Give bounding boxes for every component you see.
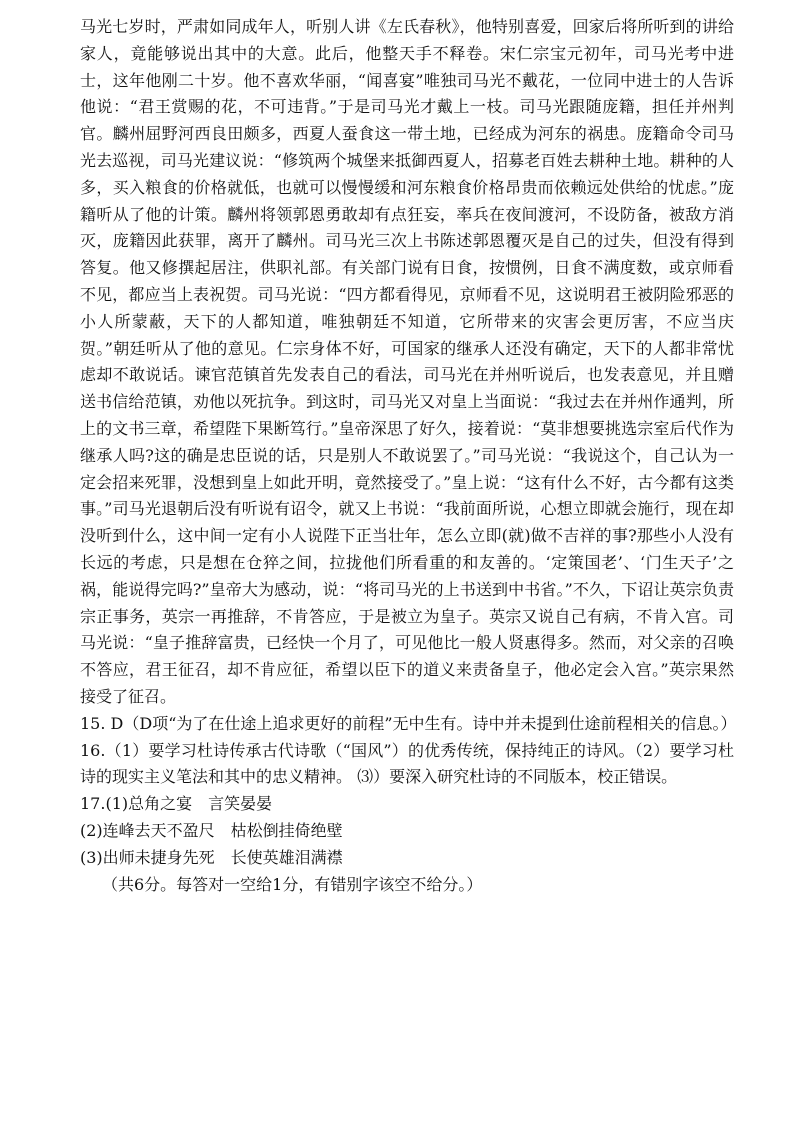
answer-q17-3: (3)出师未捷身先死 长使英雄泪满襟 [80,847,343,867]
document-page [80,14,737,898]
scoring-note: （共6分。每答对一空给1分，有错别字该空不给分。） [102,874,483,894]
answer-q17-2: (2)连峰去天不盈尺 枯松倒挂倚绝壁 [80,820,343,840]
answer-q15: 15. D（D项“为了在仕途上追求更好的前程”无中生有。诗中并未提到仕途前程相关的信息。） [80,713,737,733]
answer-q16: 16.（1）要学习杜诗传承古代诗歌（“国风”）的优秀传统，保持纯正的诗风。（2）要学习杜诗的现实主义笔法和其中的忠义精神。 ⑶）要深入研究杜诗的不同版本，校正错误。 [80,740,734,787]
translation-passage: 马光七岁时，严肃如同成年人，听别人讲《左氏春秋》，他特别喜爱，回家后将所听到的讲给家人，竟能够说出其中的大意。此后，他整天手不释卷。宋仁宗宝元初年，司马光考中进士，这年他刚二十岁。他不喜欢华丽，“闻喜宴”唯独司马光不戴花，一位同中进士的人告诉他说：“君王赏赐的花，不可违背。”于是司马光才戴上一枝。司马光跟随庞籍，担任并州判官。麟州屈野河西良田颇多，西夏人蚕食这一带土地，已经成为河东的祸患。庞籍命令司马光去巡视，司马光建议说：“修筑两个城堡来抵御西夏人，招募老百姓去耕种土地。耕种的人多，买入粮食的价格就低，也就可以慢慢缓和河东粮食价格昂贵而依赖远处供给的忧虑。”庞籍听从了他的计策。麟州将领郭恩勇敢却有点狂妄，率兵在夜间渡河，不设防备，被敌方消灭，庞籍因此获罪，离开了麟州。司马光三次上书陈述郭恩覆灭是自己的过失，但没有得到答复。他又修撰起居注，供职礼部。有关部门说有日食，按惯例，日食不满度数，或京师看不见，都应当上表祝贺。司马光说：“四方都看得见，京师看不见，这说明君王被阴险邪恶的小人所蒙蔽，天下的人都知道，唯独朝廷不知道，它所带来的灾害会更厉害，不应当庆贺。”朝廷听从了他的意见。仁宗身体不好，可国家的继承人还没有确定，天下的人都非常忧虑却不敢说话。谏官范镇首先发表自己的看法，司马光在并州听说后，也发表意见，并且赠送书信给范镇，劝他以死抗争。到这时，司马光又对皇上当面说：“我过去在并州作通判，所上的文书三章，希望陛下果断笃行。”皇帝深思了好久，接着说：“莫非想要挑选宗室后代作为继承人吗?这的确是忠臣说的话，只是别人不敢说罢了。”司马光说：“我说这个，自己认为一定会招来死罪，没想到皇上如此开明，竟然接受了。”皇上说：“这有什么不好，古今都有这类事。”司马光退朝后没有听说有诏令，就又上书说：“我前面所说，心想立即就会施行，现在却没听到什么，这中间一定有小人说陛下正当壮年，怎么立即(就)做不吉祥的事?那些小人没有长远的考虑，只是想在仓猝之间，拉拢他们所看重的和友善的。‘定策国老’、‘门生天子’之祸，能说得完吗?”皇帝大为感动，说：“将司马光的上书送到中书省。”不久，下诏让英宗负责宗正事务，英宗一再推辞，不肯答应，于是被立为皇子。英宗又说自己有病，不肯入宫。司马光说：“皇子推辞富贵，已经快一个月了，可见他比一般人贤惠得多。然而，对父亲的召唤不答应，君王征召，却不肯应征，希望以臣下的道义来责备皇子，他必定会入宫。”英宗果然接受了征召。 [80,17,734,706]
answer-q17-1: 17.(1)总角之宴 言笑晏晏 [80,794,273,814]
